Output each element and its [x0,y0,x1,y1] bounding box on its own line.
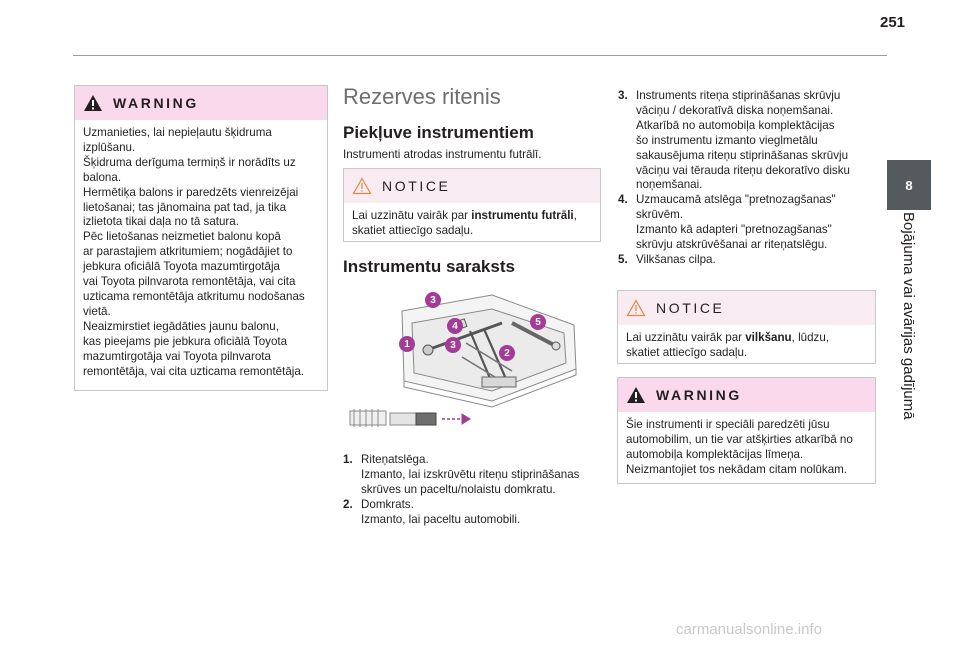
callout-3a [425,292,441,308]
text-line: automobiļa komplektācijas līmeņa. [626,447,804,461]
list-item [343,453,601,498]
item-number: 2. [343,497,353,511]
list-item [618,193,876,253]
notice-box-towing [617,290,876,364]
text-line: skatiet attiecīgo sadaļu. [352,223,474,237]
text-line: Pēc lietošanas neizmetiet balonu kopā [83,230,281,244]
text-line: vāciņu / dekoratīvā diska noņemšanai. [636,103,834,117]
item-text [636,89,876,193]
warning-header [75,86,327,120]
bold-term: vilkšanu [745,331,792,344]
text-line: vai Toyota pilnvarota remontētāja, vai cita [83,275,296,289]
section-title: Rezerves ritenis [343,84,501,109]
text-line: Uzmaucamā atslēga "pretnozagšanas" [636,193,836,207]
text-line: skrūves un paceltu/nolaistu domkratu. [361,482,556,496]
notice-body [618,325,875,369]
text-line: lietošanai; tas jānomaina pat tad, ja tika [83,200,287,214]
item-number: 4. [618,193,628,207]
tool-list-right [618,89,876,268]
text-line: Vilkšanas cilpa. [636,252,716,266]
notice-body [344,203,600,247]
text-line: kas pieejams pie jebkura oficiālā Toyota [83,334,288,348]
text-line: Neaizmirstiet iegādāties jaunu balonu, [83,319,279,333]
text-line: Hermētiķa balons ir paredzēts vienreizējai [83,185,299,199]
subsection-title-access: Piekļuve instrumentiem [343,123,534,142]
notice-box-tools [343,168,601,242]
subsection-title-list: Instrumentu saraksts [343,257,515,276]
text-line: mazumtirgotāja vai Toyota pilnvarota [83,349,271,363]
page-number: 251 [880,14,906,31]
chapter-title-vertical [887,212,931,452]
warning-label: WARNING [113,95,199,111]
text-line: noņemšanai. [636,178,703,192]
text-line: skrūvēm. [636,208,684,222]
text-line [626,331,867,346]
text-line: skrūvju atskrūvēšanai ar riteņatslēgu. [636,238,828,252]
bold-term: instrumentu futrāli [471,209,574,222]
text-line: Domkrats. [361,497,414,511]
callout-number: 5 [535,316,541,328]
item-text [636,193,876,253]
access-text: Instrumenti atrodas instrumentu futrālī. [343,148,542,161]
text-line: Riteņatslēga. [361,453,429,466]
item-number: 1. [343,453,353,466]
text-line: automobilim, un tie var atšķirties atkarībā no [626,432,853,446]
callout-4 [447,318,463,334]
notice-label: NOTICE [382,178,451,194]
callout-2 [499,345,515,361]
callout-number: 4 [452,320,458,332]
notice-header [344,169,600,203]
text-line: šo instrumentu izmanto vieglmetālu [636,133,818,147]
warning-header [618,378,875,412]
warning-body [618,412,875,486]
warning-body [75,120,327,387]
text-line: Uzmanieties, lai nepieļautu šķidruma [83,126,272,139]
text-line: vietā. [83,304,111,318]
warning-triangle-icon [83,94,103,112]
text-line: izplūšanu. [83,140,136,154]
item-text [361,453,601,498]
text-span: Lai uzzinātu vairāk par [626,331,746,344]
text-line: Izmanto, lai izskrūvētu riteņu stiprināšanas [361,467,580,481]
item-text [361,498,601,528]
text-span: , [573,209,577,222]
callout-5 [530,314,546,330]
text-line: uzticama remontētāja atkritumu nodošanas [83,289,305,303]
text-line: Izmanto kā adapteri "pretnozagšanas" [636,223,832,237]
text-line: Instruments riteņa stiprināšanas skrūvju [636,89,841,102]
text-line: ar parastajiem atkritumiem; nogādājiet to [83,245,293,259]
warning-box-left [74,85,328,391]
notice-triangle-icon [352,177,372,195]
chapter-title: Bojājuma vai avārijas gadījumā [900,212,917,420]
list-item [343,498,601,528]
notice-triangle-icon [626,299,646,317]
callout-number: 3 [430,294,436,306]
top-rule [73,55,887,56]
text-line: Atkarībā no automobiļa komplektācijas [636,118,835,132]
text-line: izlietota tikai daļa no tā satura. [83,215,239,229]
text-line: jebkura oficiālā Toyota mazumtirgotāja [83,260,280,274]
list-item [618,89,876,193]
callout-number: 3 [450,339,456,351]
text-line: Izmanto, lai paceltu automobili. [361,512,521,526]
list-item [618,253,876,268]
item-text [636,253,876,268]
callout-3b [445,337,461,353]
text-line: Šķidruma derīguma termiņš ir norādīts uz [83,155,296,169]
text-line [352,209,592,224]
chapter-tab: 8 [887,160,931,210]
text-line: sakausējuma riteņu stiprināšanas skrūvju [636,148,849,162]
item-number: 3. [618,89,628,102]
callout-number: 1 [404,338,410,350]
callout-1 [399,336,415,352]
warning-label: WARNING [656,387,742,403]
text-line: skatiet attiecīgo sadaļu. [626,345,748,359]
text-span: , lūdzu, [791,331,830,344]
warning-triangle-icon [626,386,646,404]
text-line: vāciņu vai tērauda riteņu dekoratīvo disku [636,163,850,177]
text-line: balona. [83,170,122,184]
callout-number: 2 [504,347,510,359]
watermark: carmanualsonline.info [676,621,822,638]
warning-box-right [617,377,876,484]
text-span: Lai uzzinātu vairāk par [352,209,472,222]
tool-list-left [343,453,601,528]
tool-kit-illustration [342,283,590,443]
notice-label: NOTICE [656,300,725,316]
item-number: 5. [618,252,628,266]
text-line: remontētāja, vai cita uzticama remontētāja. [83,364,305,378]
text-line: Neizmantojiet tos nekādam citam nolūkam. [626,462,848,476]
text-line: Šie instrumenti ir speciāli paredzēti jūsu [626,418,830,431]
notice-header [618,291,875,325]
